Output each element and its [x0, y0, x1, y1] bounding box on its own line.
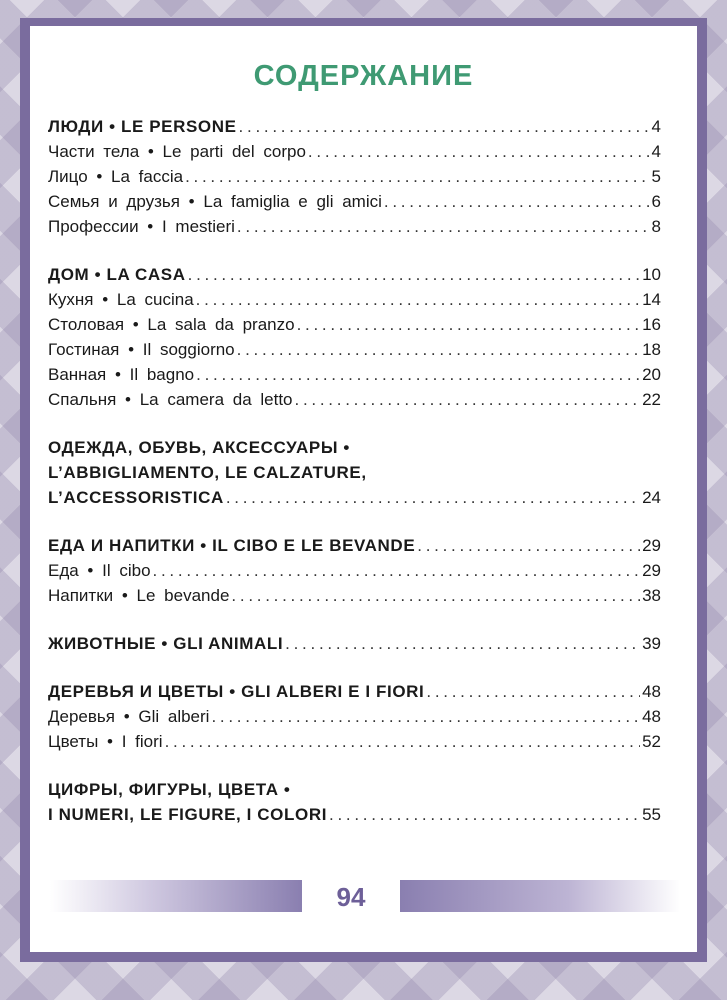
toc-page-number: 10	[642, 265, 661, 284]
toc-page-number: 4	[651, 117, 661, 136]
dot-leader	[295, 387, 641, 412]
toc-entry-text: L’ACCESSORISTICA	[48, 488, 224, 507]
dot-leader	[285, 631, 640, 656]
section-gap	[48, 239, 661, 262]
toc-item	[48, 729, 661, 754]
section-gap	[48, 754, 661, 777]
toc-item	[48, 387, 661, 412]
dot-leader	[329, 802, 640, 827]
toc-entry-text: Столовая • La sala da pranzo	[48, 315, 295, 334]
toc-page-number: 20	[642, 365, 661, 384]
toc-entry-text: I NUMERI, LE FIGURE, I COLORI	[48, 805, 328, 824]
dot-leader	[384, 189, 650, 214]
toc-item	[48, 583, 661, 608]
toc-page-number: 52	[642, 732, 661, 751]
toc-item	[48, 312, 661, 337]
dot-leader	[237, 337, 640, 362]
toc-entry-text: Части тела • Le parti del corpo	[48, 142, 306, 161]
toc-item	[48, 164, 661, 189]
dot-leader	[196, 287, 640, 312]
dot-leader	[297, 312, 641, 337]
toc-page-number: 39	[642, 634, 661, 653]
dot-leader	[211, 704, 640, 729]
toc-entry-text: ЛЮДИ • LE PERSONE	[48, 117, 237, 136]
section-gap	[48, 608, 661, 631]
section-gap	[48, 510, 661, 533]
footer-bar-right	[400, 880, 680, 912]
toc-heading	[48, 631, 661, 656]
toc-item	[48, 189, 661, 214]
dot-leader	[308, 139, 650, 164]
dot-leader	[153, 558, 641, 583]
dot-leader	[165, 729, 641, 754]
toc-entry-text: ЦИФРЫ, ФИГУРЫ, ЦВЕТА •	[48, 780, 291, 799]
toc-entry-text: Профессии • I mestieri	[48, 217, 235, 236]
toc-page-number: 55	[642, 805, 661, 824]
toc-page-number: 24	[642, 488, 661, 507]
toc-entry-text: ОДЕЖДА, ОБУВЬ, АКСЕССУАРЫ •	[48, 438, 350, 457]
dot-leader	[185, 164, 649, 189]
dot-leader	[196, 362, 640, 387]
toc-item	[48, 704, 661, 729]
dot-leader	[231, 583, 640, 608]
toc-page-number: 6	[651, 192, 661, 211]
toc-page-number: 38	[642, 586, 661, 605]
toc-page-number: 22	[642, 390, 661, 409]
toc-entry-text: Лицо • La faccia	[48, 167, 184, 186]
toc-entry-text: Семья и друзья • La famiglia e gli amici	[48, 192, 382, 211]
section-gap	[48, 656, 661, 679]
toc-entry-text: ДЕРЕВЬЯ И ЦВЕТЫ • GLI ALBERI E I FIORI	[48, 682, 425, 701]
book-page	[30, 26, 697, 952]
toc-entry-text: Гостиная • Il soggiorno	[48, 340, 235, 359]
toc-heading	[48, 802, 661, 827]
section-gap	[48, 412, 661, 435]
toc-page-number: 16	[642, 315, 661, 334]
toc-entry-text: ЕДА И НАПИТКИ • IL CIBO E LE BEVANDE	[48, 536, 416, 555]
toc-page-number: 18	[642, 340, 661, 359]
toc-entry-text: ЖИВОТНЫЕ • GLI ANIMALI	[48, 634, 284, 653]
dot-leader	[239, 114, 650, 139]
toc-item	[48, 214, 661, 239]
toc-heading	[48, 262, 661, 287]
toc-page-number: 48	[642, 707, 661, 726]
toc-entry-text: Ванная • Il bagno	[48, 365, 195, 384]
toc-page-number: 4	[651, 142, 661, 161]
dot-leader	[226, 485, 640, 510]
toc-page-number: 48	[642, 682, 661, 701]
toc-page-number: 14	[642, 290, 661, 309]
toc-entry-text: Еда • Il cibo	[48, 561, 151, 580]
toc-heading	[48, 777, 661, 802]
dot-leader	[417, 533, 640, 558]
toc-entry-text: Спальня • La camera da letto	[48, 390, 293, 409]
dot-leader	[188, 262, 640, 287]
toc-heading	[48, 460, 661, 485]
toc-page-number: 29	[642, 561, 661, 580]
table-of-contents	[48, 114, 661, 827]
footer-bar-left	[50, 880, 302, 912]
toc-heading	[48, 485, 661, 510]
toc-item	[48, 287, 661, 312]
toc-entry-text: Напитки • Le bevande	[48, 586, 230, 605]
dot-leader	[237, 214, 650, 239]
toc-page-number: 5	[651, 167, 661, 186]
toc-entry-text: L’ABBIGLIAMENTO, LE CALZATURE,	[48, 463, 367, 482]
page-title: СОДЕРЖАНИЕ	[253, 60, 474, 92]
toc-entry-text: ДОМ • LA CASA	[48, 265, 186, 284]
toc-entry-text: Кухня • La cucina	[48, 290, 194, 309]
toc-heading	[48, 679, 661, 704]
toc-heading	[48, 533, 661, 558]
toc-item	[48, 362, 661, 387]
toc-heading	[48, 435, 661, 460]
toc-page-number: 29	[642, 536, 661, 555]
page-number: 94	[336, 882, 366, 912]
dot-leader	[426, 679, 640, 704]
toc-entry-text: Цветы • I fiori	[48, 732, 163, 751]
toc-item	[48, 558, 661, 583]
toc-item	[48, 139, 661, 164]
toc-page-number: 8	[651, 217, 661, 236]
toc-entry-text: Деревья • Gli alberi	[48, 707, 210, 726]
toc-heading	[48, 114, 661, 139]
toc-item	[48, 337, 661, 362]
